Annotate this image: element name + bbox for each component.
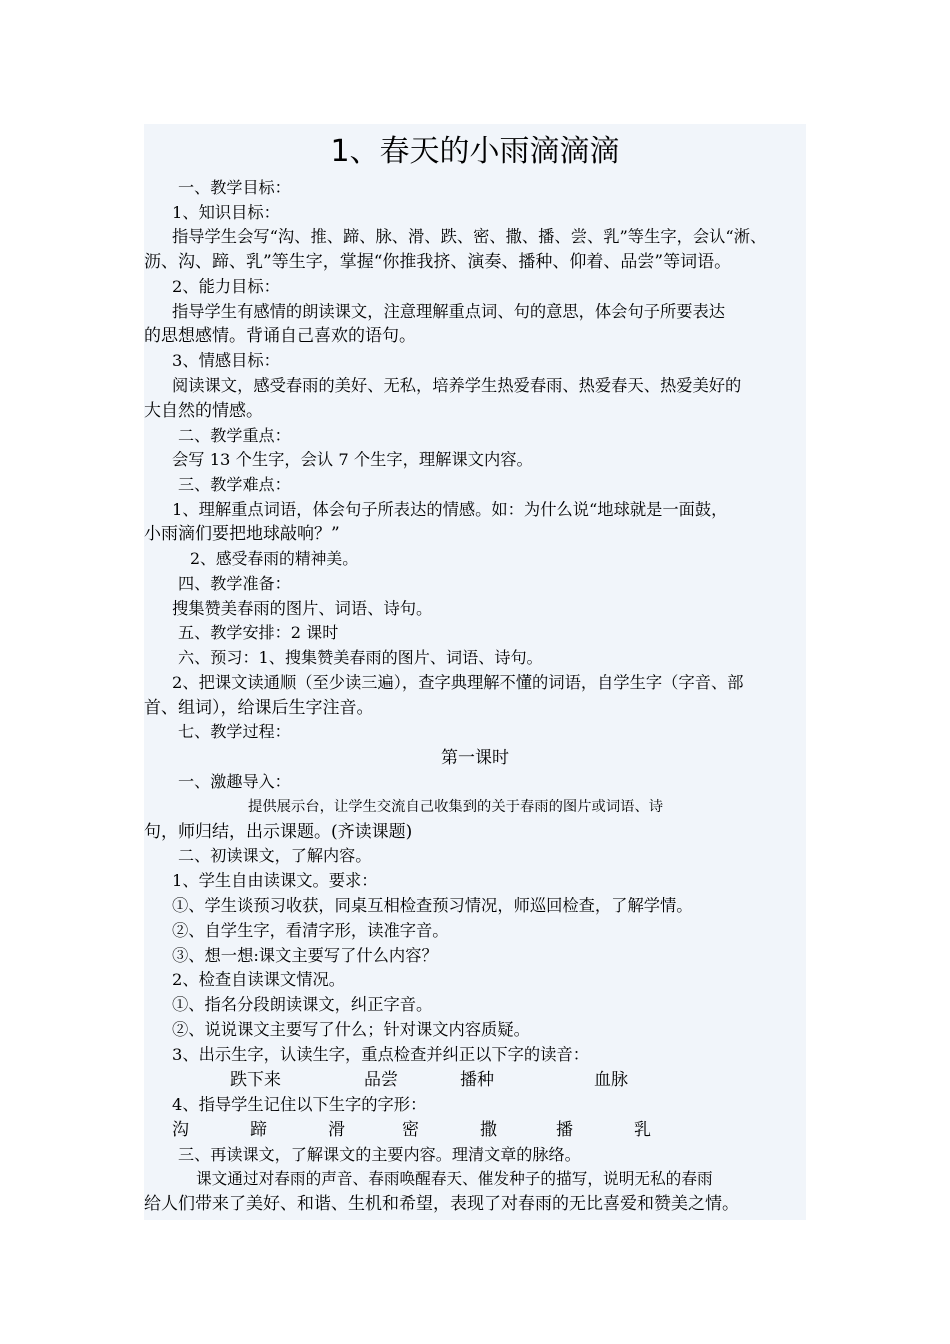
shape-char: 沟 (172, 1120, 189, 1140)
section-schedule-heading: 五、教学安排：2 课时 (178, 623, 339, 642)
text-line: 首、组词），给课后生字注音。 (144, 698, 374, 718)
text-line: 句，师归结，出示课题。(齐读课题) (144, 822, 413, 842)
read-word: 品尝 (364, 1070, 398, 1090)
text-line: 小雨滴们要把地球敲响？” (144, 524, 340, 544)
ability-goal-heading: 2、能力目标： (172, 277, 280, 296)
text-line: 提供展示台，让学生交流自己收集到的关于春雨的图片或词语、诗 (248, 799, 664, 815)
text-line: 2、检查自读课文情况。 (172, 970, 346, 989)
read-word: 播种 (460, 1070, 494, 1090)
text-line: ②、自学生字，看清字形，读准字音。 (172, 921, 449, 940)
text-line: 会写 13 个生字，会认 7 个生字，理解课文内容。 (172, 450, 533, 469)
text-line: 大自然的情感。 (144, 401, 263, 421)
text-line: ①、指名分段朗读课文，纠正字音。 (172, 995, 433, 1014)
section-key-points-heading: 二、教学重点： (178, 426, 291, 445)
shape-char: 密 (402, 1120, 419, 1140)
section-preparation-heading: 四、教学准备： (178, 574, 291, 593)
section-difficulties-heading: 三、教学难点： (178, 475, 291, 494)
section-goals-heading: 一、教学目标： (178, 178, 291, 197)
shape-char: 撒 (480, 1120, 497, 1140)
step-first-reading-heading: 二、初读课文，了解内容。 (178, 846, 372, 865)
text-line: 课文通过对春雨的声音、春雨唤醒春天、催发种子的描写，说明无私的春雨 (196, 1169, 713, 1188)
shape-char: 乳 (634, 1120, 651, 1140)
read-word: 跌下来 (230, 1070, 281, 1090)
text-line: 1、学生自由读课文。要求： (172, 871, 378, 890)
read-word: 血脉 (594, 1070, 628, 1090)
text-line: ①、学生谈预习收获，同桌互相检查预习情况，师巡回检查，了解学情。 (172, 896, 693, 915)
shape-char: 播 (556, 1120, 573, 1140)
text-line: 1、理解重点词语，体会句子所表达的情感。如：为什么说“地球就是一面鼓， (172, 500, 728, 519)
lesson-title: 1、春天的小雨滴滴滴 (330, 134, 620, 169)
text-line: 指导学生有感情的朗读课文，注意理解重点词、句的意思，体会句子所要表达 (172, 302, 726, 321)
section-preview-heading: 六、预习：1、搜集赞美春雨的图片、词语、诗句。 (178, 648, 543, 667)
section-process-heading: 七、教学过程： (178, 722, 291, 741)
text-line: 2、把课文读通顺（至少读三遍），查字典理解不懂的词语，自学生字（字音、部 (172, 673, 744, 692)
text-line: 沥、沟、蹄、乳”等生字，掌握“你推我挤、演奏、播种、仰着、品尝”等词语。 (144, 252, 732, 272)
step-intro-heading: 一、激趣导入： (178, 772, 291, 791)
step-reread-heading: 三、再读课文，了解课文的主要内容。理清文章的脉络。 (178, 1145, 581, 1164)
text-line: ②、说说课文主要写了什么；针对课文内容质疑。 (172, 1020, 530, 1039)
text-line: 阅读课文，感受春雨的美好、无私，培养学生热爱春雨、热爱春天、热爱美好的 (172, 376, 742, 395)
shape-char-list (144, 1118, 806, 1142)
text-line: ③、想一想:课文主要写了什么内容？ (172, 946, 438, 965)
emotion-goal-heading: 3、情感目标： (172, 351, 280, 370)
text-line: 给人们带来了美好、和谐、生机和希望，表现了对春雨的无比喜爱和赞美之情。 (144, 1194, 739, 1214)
read-word-list (144, 1068, 806, 1092)
shape-char: 滑 (328, 1120, 345, 1140)
document-page (144, 124, 806, 1220)
text-line: 4、指导学生记住以下生字的字形： (172, 1095, 427, 1114)
text-line: 3、出示生字，认读生字，重点检查并纠正以下字的读音： (172, 1045, 589, 1064)
text-line: 2、感受春雨的精神美。 (190, 549, 359, 568)
text-line: 的思想感情。背诵自己喜欢的语句。 (144, 326, 416, 346)
text-line: 指导学生会写“沟、推、蹄、脉、滑、跌、密、撒、播、尝、乳”等生字，会认“淅、 (172, 227, 767, 246)
shape-char: 蹄 (250, 1120, 267, 1140)
period-heading: 第一课时 (441, 748, 509, 768)
text-line: 搜集赞美春雨的图片、词语、诗句。 (172, 599, 433, 618)
knowledge-goal-heading: 1、知识目标： (172, 203, 280, 222)
